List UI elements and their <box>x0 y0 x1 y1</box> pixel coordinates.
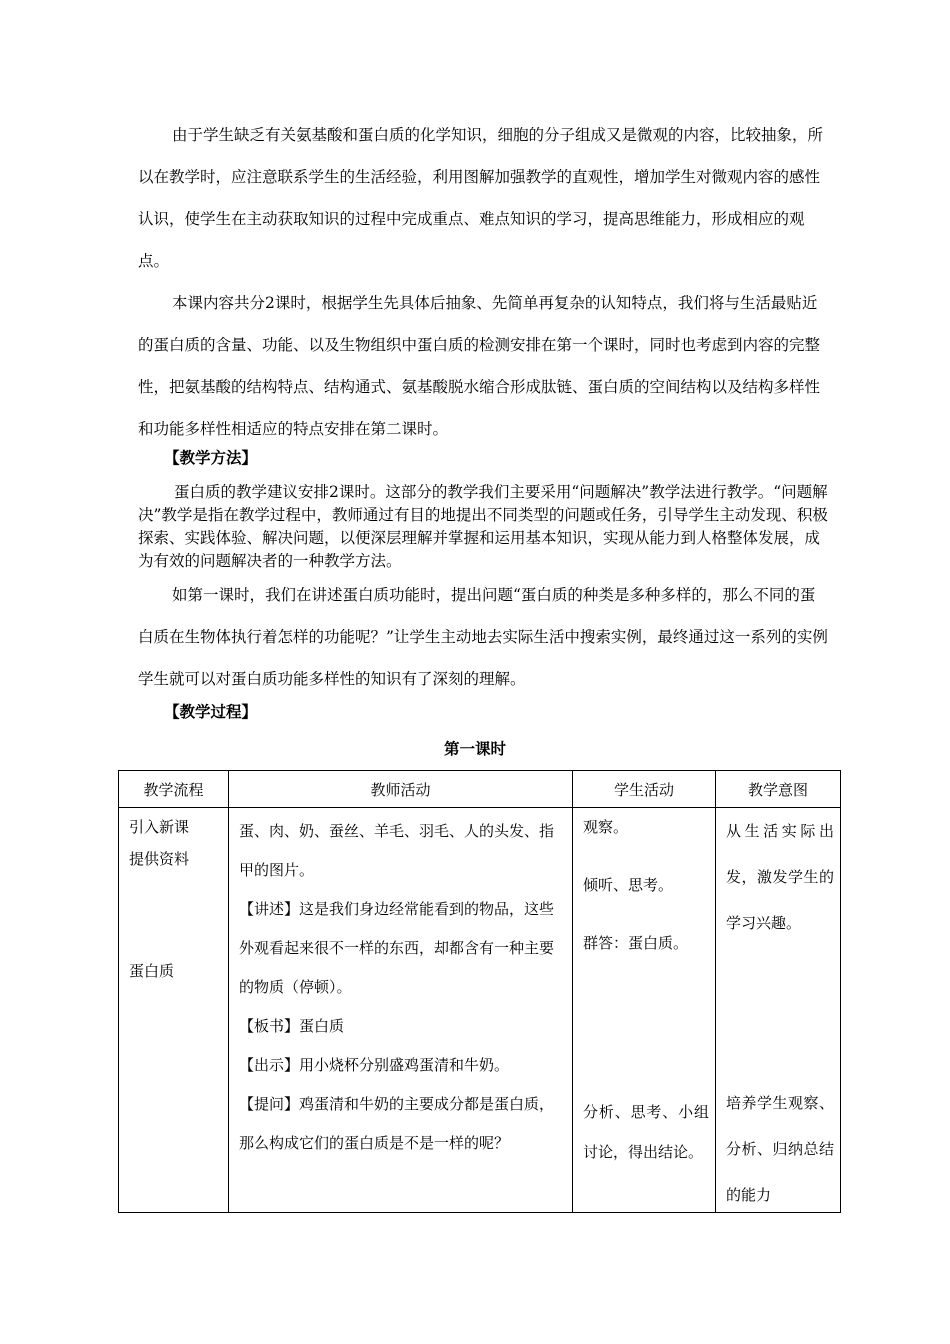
lesson-title: 第一课时 <box>443 739 506 758</box>
lesson-table <box>118 770 841 1213</box>
teacher-activity-line: 【讲述】这是我们身边经常能看到的物品，这些外观看起来很不一样的东西，却都含有一种主要的物质（停顿）。 <box>239 900 555 996</box>
flow-step: 提供资料 <box>129 850 190 868</box>
flow-step: 蛋白质 <box>129 962 175 980</box>
student-activity: 群答：蛋白质。 <box>583 934 689 952</box>
header-teacher-activity: 教师活动 <box>229 771 573 808</box>
paragraph-method: 蛋白质的教学建议安排2课时。这部分的教学我们主要采用“问题解决”教学法进行教学。“问题解决”教学是指在教学过程中，教师通过有目的地提出不同类型的问题或任务，引导学生主动发现、积极探索、实践体验、解决问题，以便深层理解并掌握和运用基本知识，实现从能力到人格整体发展，成为有效的问题解决者的一种教学方法。 <box>138 483 828 570</box>
teacher-activity-line: 【提问】鸡蛋清和牛奶的主要成分都是蛋白质，那么构成它们的蛋白质是不是一样的呢？ <box>239 1095 555 1152</box>
flow-step: 引入新课 <box>129 818 190 836</box>
intent-cell <box>716 808 841 1213</box>
header-flow: 教学流程 <box>119 771 229 808</box>
student-activity: 分析、思考、小组讨论，得出结论。 <box>583 1103 709 1161</box>
intent-text: 从生活实际出发，激发学生的学习兴趣。 <box>726 822 834 932</box>
header-student-activity: 学生活动 <box>573 771 716 808</box>
table-row <box>119 808 841 1213</box>
paragraph-arrangement: 本课内容共分2课时，根据学生先具体后抽象、先简单再复杂的认知特点，我们将与生活最贴近的蛋白质的含量、功能、以及生物组织中蛋白质的检测安排在第一个课时，同时也考虑到内容的完整性，把氨基酸的结构特点、结构通式、氨基酸脱水缩合形成肽链、蛋白质的空间结构以及结构多样性和功能多样性相适应的特点安排在第二课时。 <box>138 294 821 438</box>
flow-cell <box>119 808 229 1213</box>
teacher-activity-text <box>239 812 564 1163</box>
paragraph-analysis: 由于学生缺乏有关氨基酸和蛋白质的化学知识，细胞的分子组成又是微观的内容，比较抽象，所以在教学时，应注意联系学生的生活经验，利用图解加强教学的直观性，增加学生对微观内容的感性认识，使学生在主动获取知识的过程中完成重点、难点知识的学习，提高思维能力，形成相应的观点。 <box>138 126 824 270</box>
heading-teaching-method: 【教学方法】 <box>164 448 258 467</box>
header-intent: 教学意图 <box>716 771 841 808</box>
student-activity: 倾听、思考。 <box>583 876 674 894</box>
teacher-activity-line: 蛋、肉、奶、蚕丝、羊毛、羽毛、人的头发、指甲的图片。 <box>239 822 555 879</box>
teacher-activity-cell <box>229 808 573 1213</box>
student-activity-cell <box>573 808 716 1213</box>
teacher-activity-line: 【出示】用小烧杯分别盛鸡蛋清和牛奶。 <box>239 1056 510 1074</box>
teacher-activity-line: 【板书】蛋白质 <box>239 1017 345 1035</box>
student-activity: 观察。 <box>583 818 629 836</box>
table-header-row <box>119 771 841 808</box>
paragraph-example: 如第一课时，我们在讲述蛋白质功能时，提出问题“蛋白质的种类是多种多样的，那么不同的蛋白质在生物体执行着怎样的功能呢？”让学生主动地去实际生活中搜索实例，最终通过这一系列的实例学生就可以对蛋白质功能多样性的知识有了深刻的理解。 <box>138 586 828 688</box>
intent-text: 培养学生观察、分析、归纳总结的能力 <box>726 1094 834 1204</box>
heading-teaching-process: 【教学过程】 <box>164 702 258 721</box>
